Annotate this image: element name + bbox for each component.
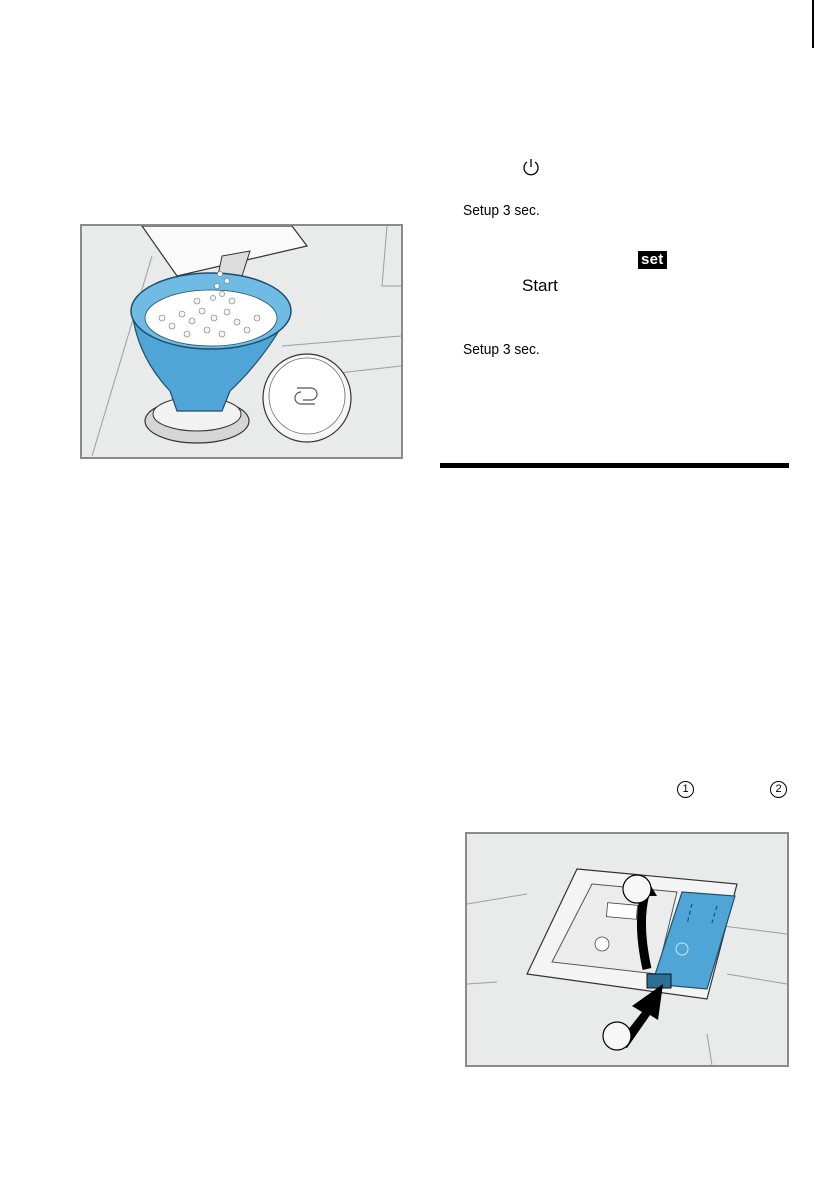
set-display-badge: set xyxy=(638,251,667,269)
dispenser-opening-illustration xyxy=(465,832,789,1067)
power-icon xyxy=(520,156,542,178)
salt-funnel-illustration xyxy=(80,224,403,459)
section-divider xyxy=(440,463,789,468)
start-button-label: Start xyxy=(522,276,558,295)
callout-number-1: 1 xyxy=(677,781,694,798)
callout-number-2: 2 xyxy=(770,781,787,798)
page-edge-marker xyxy=(812,0,814,48)
setup-hold-instruction: Setup 3 sec. xyxy=(463,202,540,219)
setup-hold-instruction-2: Setup 3 sec. xyxy=(463,341,540,358)
